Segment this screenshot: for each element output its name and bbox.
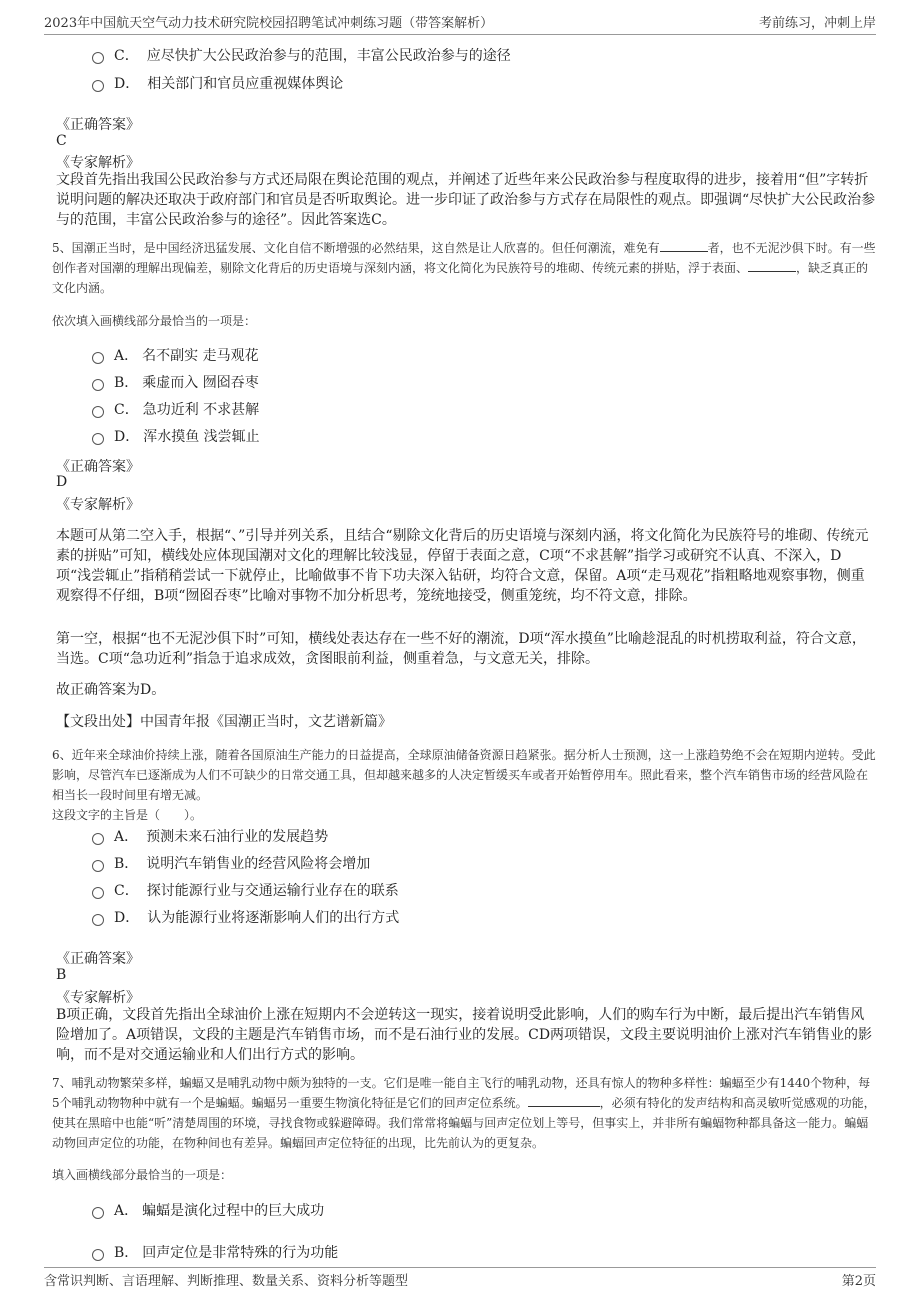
q5-option-d[interactable]	[92, 425, 260, 447]
q7-text-b: ，必须有特化的发声结构和高灵敏听觉感观的功能，使其在黑暗中也能“听”清楚周围的环境，寻找食物或躲避障碍。我们常常将蝙蝠与回声定位划上等号，但事实上，并非所有蝙蝠物种都具备这一能力。蝙蝠动物回声定位的功能，在物种间也有差异。蝙蝠回声定位特征的出现，比先前认为的更复杂。	[52, 1096, 876, 1150]
q5-text-a: 5、国潮正当时，是中国经济迅猛发展、文化自信不断增强的必然结果，这自然是让人欣喜的。但任何潮流，难免有	[52, 241, 660, 255]
header-title: 2023年中国航天空气动力技术研究院校园招聘笔试冲刺练习题（带答案解析）	[44, 16, 494, 31]
q5-conclusion: 故正确答案为D。	[56, 682, 166, 698]
option-text: 急功近利 不求甚解	[142, 402, 260, 418]
radio-icon[interactable]	[92, 914, 104, 926]
q6-answer: B	[56, 967, 67, 983]
option-text: 相关部门和官员应重视媒体舆论	[147, 76, 344, 92]
q7-option-b[interactable]	[92, 1241, 338, 1263]
q7-question	[52, 1073, 876, 1153]
footer-text: 含常识判断、言语理解、判断推理、数量关系、资料分析等题型	[44, 1274, 409, 1289]
q6-option-c[interactable]	[92, 879, 399, 901]
q7-text-a: 7、哺乳动物繁荣多样，蝙蝠又是哺乳动物中颇为独特的一支。它们是唯一能自主飞行的哺乳动物，还具有惊人的物种多样性：蝙蝠至少有1440个物种，每5个哺乳动物物种中就有一个是蝙蝠。蝙蝠另一重要生物演化特征是它们的回声定位系统。	[52, 1076, 871, 1110]
q4-analysis: 文段首先指出我国公民政治参与方式还局限在舆论范围的观点，并阐述了近些年来公民政治参与程度取得的进步，接着用“但”字转折说明问题的解决还取决于政府部门和官员是否听取舆论。进一步印证了政治参与方式存在局限性的观点。即强调“尽快扩大公民政治参与的范围，丰富公民政治参与的途径”。因此答案选C。	[56, 172, 876, 228]
q7-prompt: 填入画横线部分最恰当的一项是：	[52, 1168, 233, 1182]
option-text: 说明汽车销售业的经营风险将会增加	[146, 856, 371, 872]
option-label: C．	[114, 883, 139, 899]
option-label: D．	[114, 910, 140, 926]
option-label: D．	[114, 76, 140, 92]
q5-answer: D	[56, 474, 68, 490]
q5-analysis-2: 第一空，根据“也不无泥沙俱下时”可知，横线处表达存在一些不好的潮流，D项“浑水摸鱼”比喻趁混乱的时机捞取利益，符合文意，当选。C项“急功近利”指急于追求成效，贪图眼前利益，侧重着急，与文意无关，排除。	[56, 631, 866, 667]
option-label: B．	[114, 375, 139, 391]
q4-option-d[interactable]	[92, 72, 343, 94]
radio-icon[interactable]	[92, 406, 104, 418]
option-text: 蝙蝠是演化过程中的巨大成功	[142, 1203, 325, 1219]
q7-option-a[interactable]	[92, 1199, 324, 1221]
option-label: B．	[114, 856, 139, 872]
option-label: C．	[114, 48, 139, 64]
q5-blank-1	[660, 239, 708, 252]
q5-option-c[interactable]	[92, 398, 259, 420]
q6-analysis-label: 《专家解析》	[56, 990, 140, 1006]
option-label: D．	[114, 429, 140, 445]
header-slogan: 考前练习，冲刺上岸	[758, 16, 876, 31]
option-label: A．	[114, 1203, 139, 1219]
radio-icon[interactable]	[92, 433, 104, 445]
radio-icon[interactable]	[92, 52, 104, 64]
footer-divider	[44, 1267, 876, 1268]
radio-icon[interactable]	[92, 80, 104, 92]
q5-text-b: 者，也不无泥沙俱下时。有一些创作者对国潮的理解出现偏差，剔除文化背后的历史语境与深刻内涵，将文化简化为民族符号的堆砌、传统元素的拼贴，浮于表面、	[52, 241, 876, 275]
page-footer	[44, 1270, 876, 1292]
q5-blank-2	[748, 259, 796, 272]
radio-icon[interactable]	[92, 887, 104, 899]
option-label: A．	[114, 829, 139, 845]
option-label: C．	[114, 402, 139, 418]
q5-option-a[interactable]	[92, 344, 259, 366]
page-number: 第2页	[841, 1274, 876, 1289]
q5-analysis-label: 《专家解析》	[56, 497, 140, 513]
q4-answer: C	[56, 133, 67, 149]
q5-answer-label: 《正确答案》	[56, 459, 140, 475]
option-text: 浑水摸鱼 浅尝辄止	[143, 429, 260, 445]
q5-question	[52, 238, 876, 298]
option-text: 回声定位是非常特殊的行为功能	[142, 1245, 339, 1261]
radio-icon[interactable]	[92, 833, 104, 845]
q4-option-c[interactable]	[92, 44, 511, 66]
q6-option-b[interactable]	[92, 852, 370, 874]
option-text: 名不副实 走马观花	[142, 348, 259, 364]
option-text: 预测未来石油行业的发展趋势	[146, 829, 329, 845]
q4-analysis-label: 《专家解析》	[56, 155, 140, 171]
q5-prompt: 依次填入画横线部分最恰当的一项是：	[52, 314, 257, 328]
q5-source: 【文段出处】中国青年报《国潮正当时，文艺谱新篇》	[56, 714, 392, 730]
option-text: 应尽快扩大公民政治参与的范围，丰富公民政治参与的途径	[146, 48, 511, 64]
q6-option-d[interactable]	[92, 906, 399, 928]
radio-icon[interactable]	[92, 1207, 104, 1219]
q6-question: 6、近年来全球油价持续上涨，随着各国原油生产能力的日益提高，全球原油储备资源日趋紧张。据分析人士预测，这一上涨趋势绝不会在短期内逆转。受此影响，尽管汽车已逐渐成为人们不可缺少的日常交通工具，但却越来越多的人决定暂缓买车或者开始暂停用车。照此看来，整个汽车销售市场的经营风险在相当长一段时间里有增无减。	[52, 748, 876, 802]
q6-option-a[interactable]	[92, 825, 328, 847]
q5-analysis-1: 本题可从第二空入手，根据“、”引导并列关系，且结合“剔除文化背后的历史语境与深刻内涵，将文化简化为民族符号的堆砌、传统元素的拼贴”可知，横线处应体现国潮对文化的理解比较浅显，停留于表面之意，C项“不求甚解”指学习或研究不认真、不深入，D项“浅尝辄止”指稍稍尝试一下就停止，比喻做事不肯下功夫深入钻研，均符合文意，保留。A项“走马观花”指粗略地观察事物，侧重观察得不仔细，B项“囫囵吞枣”比喻对事物不加分析思考，笼统地接受，侧重笼统，均不符文意，排除。	[56, 528, 869, 604]
q6-analysis: B项正确，文段首先指出全球油价上涨在短期内不会逆转这一现实，接着说明受此影响，人们的购车行为中断，最后提出汽车销售风险增加了。A项错误，文段的主题是汽车销售市场，而不是石油行业的发展。CD两项错误，文段主要说明油价上涨对汽车销售业的影响，而不是对交通运输业和人们出行方式的影响。	[56, 1007, 873, 1063]
option-label: B．	[114, 1245, 139, 1261]
q6-prompt: 这段文字的主旨是（ ）。	[52, 808, 203, 822]
radio-icon[interactable]	[92, 1249, 104, 1261]
radio-icon[interactable]	[92, 860, 104, 872]
option-text: 探讨能源行业与交通运输行业存在的联系	[146, 883, 399, 899]
q4-answer-label: 《正确答案》	[56, 117, 140, 133]
option-label: A．	[114, 348, 139, 364]
option-text: 认为能源行业将逐渐影响人们的出行方式	[147, 910, 400, 926]
q5-text-c: ，缺乏真正的文化内涵。	[52, 261, 869, 295]
q5-option-b[interactable]	[92, 371, 259, 393]
header-divider	[44, 34, 876, 35]
page-header	[44, 12, 876, 34]
q7-blank	[528, 1094, 600, 1107]
q6-answer-label: 《正确答案》	[56, 951, 140, 967]
radio-icon[interactable]	[92, 352, 104, 364]
radio-icon[interactable]	[92, 379, 104, 391]
option-text: 乘虚而入 囫囵吞枣	[142, 375, 259, 391]
